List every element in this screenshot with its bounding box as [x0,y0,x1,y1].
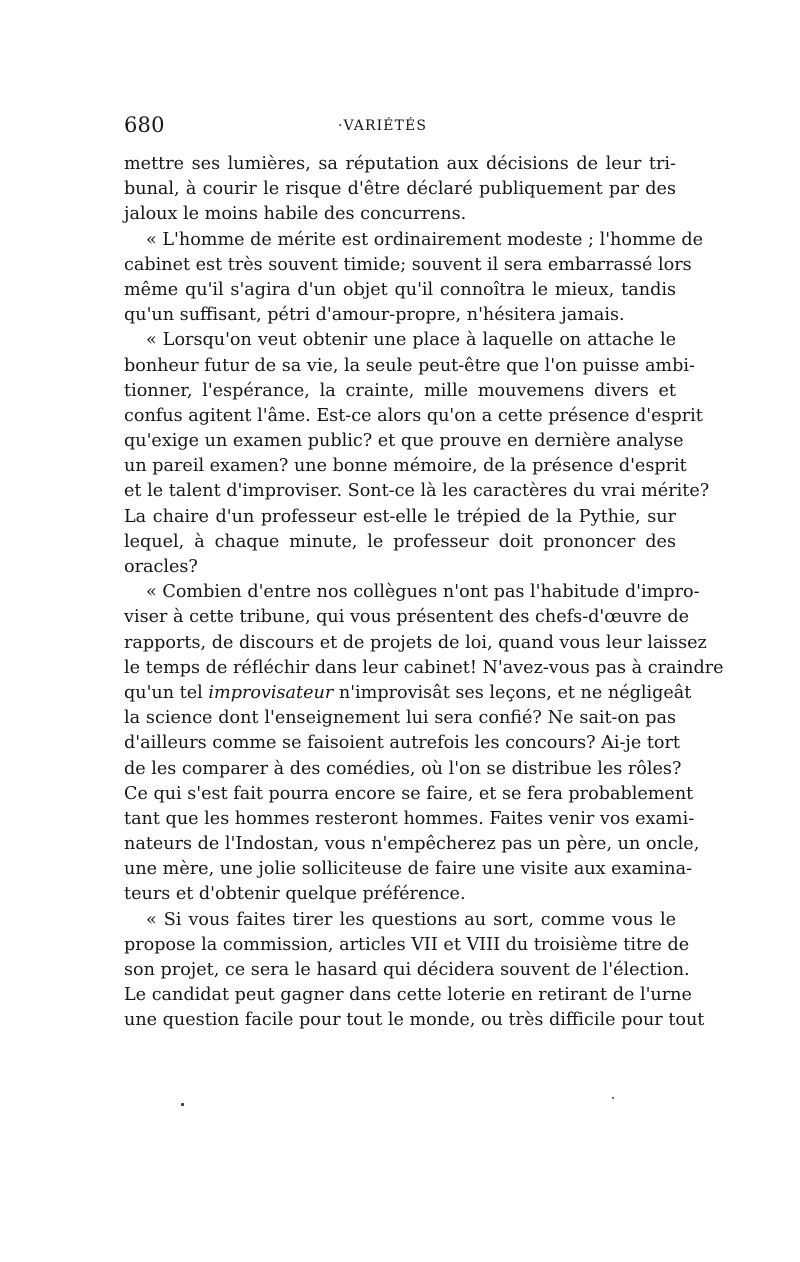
text-line: oracles? [124,557,198,577]
text-line: bonheur futur de sa vie, la seule peut-être que l'on puisse ambi- [124,355,695,376]
text-line: tant que les hommes resteront hommes. Faites venir vos exami- [124,808,695,829]
text-line: teurs et d'obtenir quelque préférence. [124,884,466,905]
page-header [124,112,676,142]
text-line: bunal, à courir le risque d'être déclaré publiquement par des [124,179,676,200]
text-line: nateurs de l'Indostan, vous n'empêcherez pas un père, un oncle, [124,834,700,855]
text-line: tionner, l'espérance, la crainte, mille mouvemens divers et [124,380,676,401]
paragraph-start-line: « Combien d'entre nos collègues n'ont pas l'habitude d'impro- [146,582,700,603]
text-line: le temps de réfléchir dans leur cabinet! N'avez-vous pas à craindre [124,657,724,678]
text-line: lequel, à chaque minute, le professeur doit prononcer des [124,531,676,552]
text-line: qu'un suffisant, pétri d'amour-propre, n'hésitera jamais. [124,305,625,326]
text-line: confus agitent l'âme. Est-ce alors qu'on a cette présence d'esprit [124,405,703,426]
text-line: de les comparer à des comédies, où l'on se distribue les rôles? [124,758,682,779]
text-line: son projet, ce sera le hasard qui décidera souvent de l'élection. [124,960,690,980]
paragraph-start-line: « L'homme de mérite est ordinairement modeste ; l'homme de [146,229,704,250]
emphasized-word: improvisateur [208,682,334,703]
text-line: et le talent d'improviser. Sont-ce là les caractères du vrai mérite? [124,481,710,502]
text-line: jaloux le moins habile des concurrens. [124,204,467,225]
paragraph-start-line: « Si vous faites tirer les questions au sort, comme vous le [146,909,676,930]
text-line-with-emphasis [124,681,692,706]
scan-speck [612,1097,614,1099]
text-line: une mère, une jolie solliciteuse de faire une visite aux examina- [124,859,693,880]
running-head: ·VARIÉTÉS [338,118,428,134]
text-line: propose la commission, articles VII et VIII du troisième titre de [124,934,690,955]
scan-speck [181,1103,184,1106]
text-line: cabinet est très souvent timide; souvent il sera embarrassé lors [124,254,692,275]
text-line: la science dont l'enseignement lui sera confié? Ne sait-on pas [124,708,676,729]
text-line: qu'exige un examen public? et que prouve en dernière analyse [124,431,684,452]
text-segment: n'improvisât ses leçons, et ne négligeât [338,682,692,703]
text-line: d'ailleurs comme se faisoient autrefois les concours? Ai-je tort [124,733,680,754]
text-line: Le candidat peut gagner dans cette loterie en retirant de l'urne [124,985,692,1006]
body-text [124,152,724,1034]
text-line: même qu'il s'agira d'un objet qu'il connoîtra le mieux, tandis [124,279,676,300]
paragraph-start-line: « Lorsqu'on veut obtenir une place à laquelle on attache le [146,330,676,351]
text-line: un pareil examen? une bonne mémoire, de la présence d'esprit [124,456,687,477]
text-line: viser à cette tribune, qui vous présentent des chefs-d'œuvre de [124,607,689,628]
text-line: mettre ses lumières, sa réputation aux décisions de leur tri- [124,154,676,174]
text-line: Ce qui s'est fait pourra encore se faire, et se fera probablement [124,783,694,804]
page-number: 680 [124,113,165,137]
text-segment: qu'un tel [124,682,203,703]
text-line: une question facile pour tout le monde, ou très difficile pour tout [124,1010,705,1031]
text-line: rapports, de discours et de projets de loi, quand vous leur laissez [124,632,707,653]
text-line: La chaire d'un professeur est-elle le trépied de la Pythie, sur [124,506,676,527]
